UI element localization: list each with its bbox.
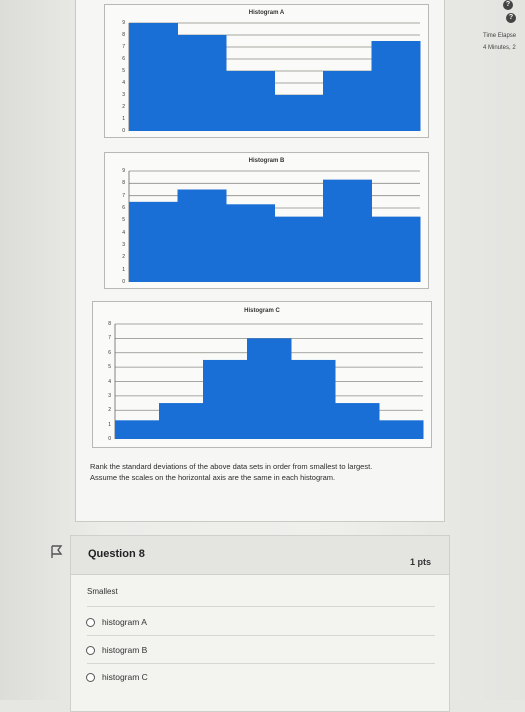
option-label: histogram A	[102, 617, 147, 627]
histogram-bar	[129, 202, 178, 282]
histogram-bar	[129, 23, 178, 131]
y-tick-label: 1	[122, 266, 125, 273]
radio-circle-icon[interactable]	[86, 673, 95, 682]
histogram-bar	[203, 360, 248, 439]
option-label: histogram C	[102, 672, 148, 682]
question-8-header	[71, 536, 449, 575]
histogram-bar	[226, 71, 275, 131]
help-icon[interactable]: ?	[506, 13, 516, 23]
question-7-card	[75, 0, 445, 522]
y-tick-label: 1	[122, 116, 125, 122]
y-tick-label: 7	[122, 192, 125, 199]
histogram-bar	[247, 338, 292, 439]
histogram-bar	[226, 204, 275, 282]
histogram-a-title: Histogram A	[248, 10, 285, 16]
y-tick-label: 2	[122, 104, 125, 110]
flag-question-icon[interactable]	[50, 545, 64, 559]
time-elapsed-label: Time Elapse	[483, 33, 517, 39]
y-tick-label: 4	[108, 378, 111, 385]
question-8-points: 1 pts	[409, 557, 431, 567]
y-tick-label: 0	[108, 436, 111, 442]
time-elapsed-value: 4 Minutes, 2	[483, 45, 516, 51]
y-tick-label: 5	[122, 217, 125, 224]
prompt-line-1: Rank the standard deviations of the above data sets in order from smallest to largest.	[90, 462, 373, 471]
divider	[87, 606, 435, 607]
histogram-a	[104, 4, 429, 138]
histogram-b-plot	[105, 153, 428, 288]
y-tick-label: 6	[122, 205, 125, 211]
y-tick-label: 6	[122, 56, 125, 62]
option-histogram-b[interactable]	[86, 643, 147, 657]
y-tick-label: 7	[108, 335, 111, 342]
y-tick-label: 6	[108, 349, 111, 356]
histogram-bar	[323, 180, 372, 282]
y-tick-label: 9	[122, 168, 125, 174]
histogram-c	[92, 301, 432, 448]
histogram-bar	[291, 360, 336, 439]
histogram-bar	[178, 190, 227, 283]
histogram-bar	[335, 403, 380, 439]
histogram-bar	[379, 420, 424, 439]
divider	[87, 635, 435, 636]
y-tick-label: 2	[108, 407, 111, 414]
y-tick-label: 4	[122, 80, 125, 86]
histogram-bar	[275, 95, 324, 131]
histogram-bar	[115, 420, 160, 439]
question-prompt	[90, 461, 430, 483]
histogram-bar	[275, 217, 324, 282]
y-tick-label: 2	[122, 254, 125, 261]
radio-circle-icon[interactable]	[86, 618, 95, 627]
histogram-b-title: Histogram B	[248, 158, 285, 164]
option-histogram-a[interactable]	[86, 615, 147, 629]
y-tick-label: 3	[108, 392, 111, 399]
divider	[87, 663, 435, 664]
y-tick-label: 8	[108, 321, 111, 327]
y-tick-label: 5	[122, 68, 125, 74]
histogram-bar	[372, 41, 421, 131]
y-tick-label: 3	[122, 92, 125, 98]
histogram-bar	[372, 217, 421, 282]
y-tick-label: 0	[122, 279, 125, 285]
option-label: histogram B	[102, 645, 148, 655]
question-8-card	[70, 535, 450, 712]
y-tick-label: 4	[122, 229, 125, 236]
histogram-b	[104, 152, 429, 289]
y-tick-label: 0	[122, 128, 125, 134]
option-histogram-c[interactable]	[86, 670, 148, 684]
rank-subheading: Smallest	[87, 587, 118, 596]
histogram-bar	[178, 35, 227, 131]
question-8-title: Question 8	[88, 548, 145, 560]
y-tick-label: 8	[122, 32, 125, 38]
histogram-bar	[159, 403, 204, 439]
prompt-line-2: Assume the scales on the horizontal axis are the same in each histogram.	[90, 473, 336, 482]
histogram-bar	[323, 71, 372, 131]
histogram-a-plot	[105, 5, 428, 137]
info-icon[interactable]: ?	[503, 0, 513, 10]
y-tick-label: 7	[122, 44, 125, 50]
y-tick-label: 9	[122, 20, 125, 26]
y-tick-label: 1	[108, 421, 111, 428]
y-tick-label: 8	[122, 180, 125, 187]
radio-circle-icon[interactable]	[86, 646, 95, 655]
y-tick-label: 5	[108, 364, 111, 371]
y-tick-label: 3	[122, 242, 125, 248]
histogram-c-title: Histogram C	[244, 308, 280, 314]
histogram-c-plot	[93, 302, 431, 447]
